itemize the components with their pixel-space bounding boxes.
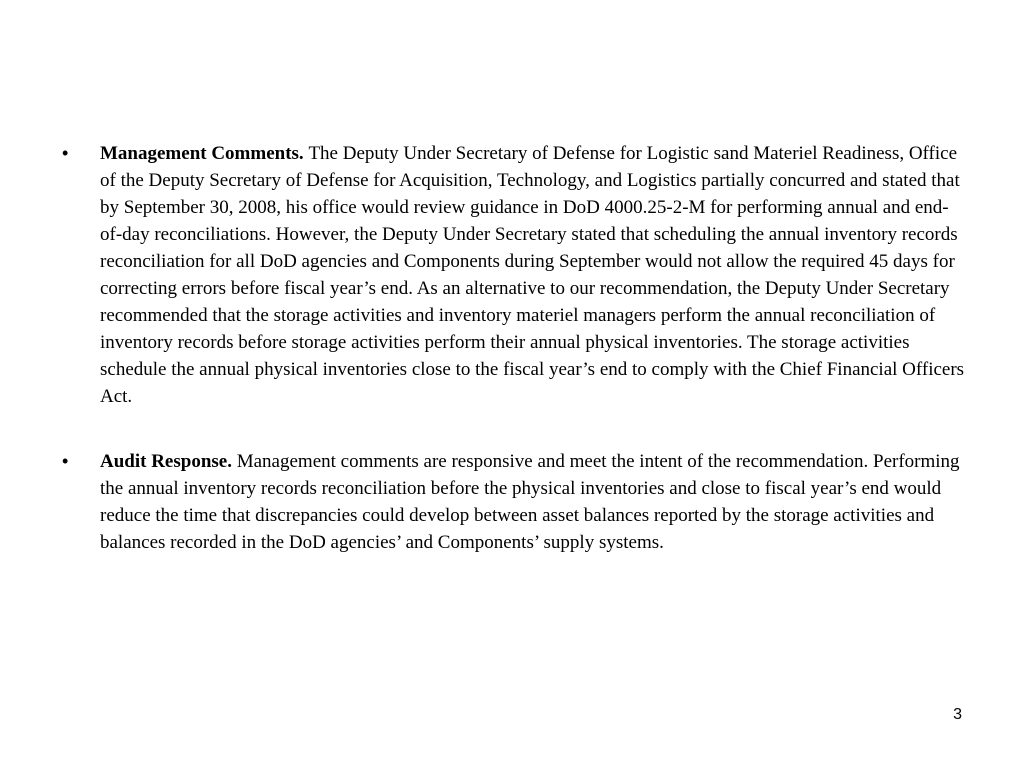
- bullet-icon: •: [62, 143, 69, 163]
- audit-response-text: Management comments are responsive and meet the intent of the recommendation. Performing the annual inventory records reconciliation before the physical inventories and close to fiscal year’s end would reduce the time that discrepancies could develop between asset balances reported by the storage activities and balances recorded in the DoD agencies’ and Components’ supply systems.: [100, 451, 960, 553]
- bullet-list: [62, 140, 967, 594]
- management-comments-item: [62, 140, 967, 410]
- audit-response-heading: Audit Response.: [100, 451, 237, 472]
- bullet-icon: •: [62, 451, 69, 471]
- management-comments-text: The Deputy Under Secretary of Defense for Logistic sand Materiel Readiness, Office of the Deputy Secretary of Defense for Acquisition, Technology, and Logistics partially concurred and stated that by September 30, 2008, his office would review guidance in DoD 4000.25-2-M for performing annual and end-of-day reconciliations. However, the Deputy Under Secretary stated that scheduling the annual inventory records reconciliation for all DoD agencies and Components during September would not allow the required 45 days for correcting errors before fiscal year’s end. As an alternative to our recommendation, the Deputy Under Secretary recommended that the storage activities and inventory materiel managers perform the annual reconciliation of inventory records before storage activities perform their annual physical inventories. The storage activities schedule the annual physical inventories close to the fiscal year’s end to comply with the Chief Financial Officers Act.: [100, 143, 965, 407]
- audit-response-item: [62, 448, 967, 556]
- management-comments-heading: Management Comments.: [100, 143, 309, 164]
- page-number: 3: [953, 706, 962, 723]
